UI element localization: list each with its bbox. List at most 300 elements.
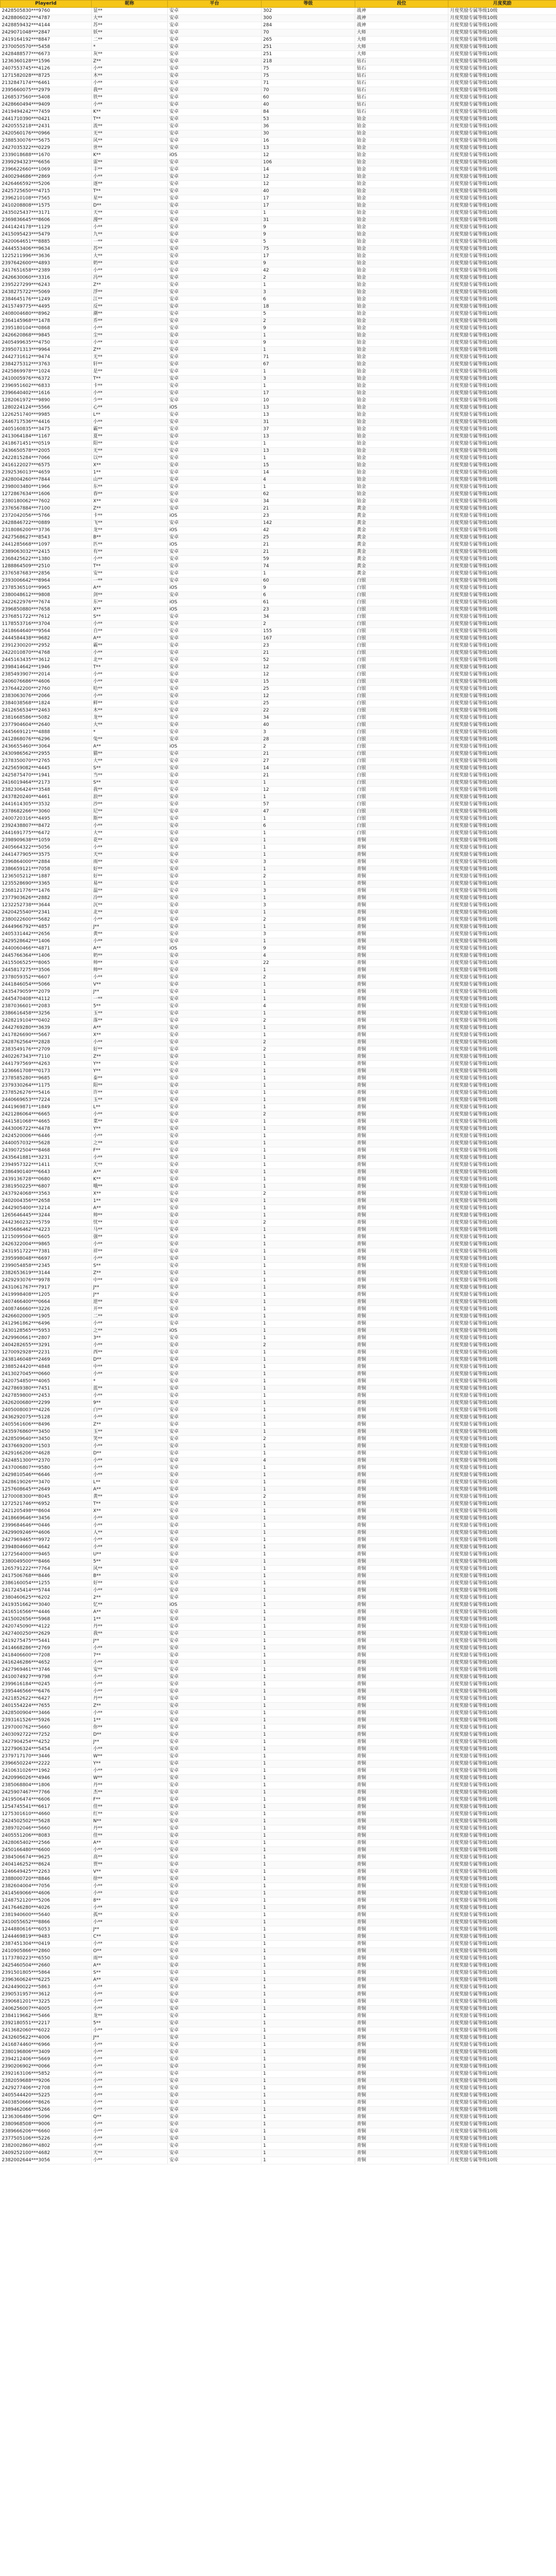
player-id-cell: 2425869978***1024: [1, 368, 92, 376]
rank-cell: 青铜: [355, 1320, 448, 1328]
rank-cell: 大师: [355, 29, 448, 37]
level-cell: 1: [262, 1537, 355, 1544]
reward-cell: 月度奖励专属等级10级: [448, 1674, 556, 1681]
player-id-cell: 2412961862***6496: [1, 1320, 92, 1328]
rank-cell: 青铜: [355, 2114, 448, 2121]
nickname-cell: 大**: [92, 830, 168, 837]
table-row: [1, 974, 556, 981]
table-row: [1, 2042, 556, 2049]
reward-cell: 月度奖励专属等级10级: [448, 325, 556, 332]
table-row: [1, 2092, 556, 2099]
table-row: [1, 1407, 556, 1414]
level-cell: 4: [262, 1458, 355, 1465]
reward-cell: 月度奖励专属等级10级: [448, 166, 556, 174]
level-cell: 1: [262, 1580, 355, 1587]
rank-cell: 铂金: [355, 145, 448, 152]
table-row: [1, 1075, 556, 1082]
rank-cell: 青铜: [355, 1609, 448, 1616]
platform-cell: 安卓: [168, 1010, 262, 1018]
platform-cell: 安卓: [168, 556, 262, 563]
reward-cell: 月度奖励专属等级10级: [448, 1782, 556, 1789]
level-cell: 21: [262, 751, 355, 758]
platform-cell: iOS: [168, 513, 262, 520]
platform-cell: 安卓: [168, 1429, 262, 1436]
nickname-cell: 大**: [92, 722, 168, 729]
nickname-cell: 小**: [92, 65, 168, 73]
level-cell: 1: [262, 2056, 355, 2063]
rank-cell: 青铜: [355, 1905, 448, 1912]
platform-cell: 安卓: [168, 1760, 262, 1768]
player-id-cell: 2416246286***4652: [1, 1659, 92, 1667]
player-id-cell: 2429166206***4628: [1, 1450, 92, 1458]
reward-cell: 月度奖励专属等级10级: [448, 2020, 556, 2027]
nickname-cell: 兔**: [92, 736, 168, 743]
nickname-cell: 菜**: [92, 1118, 168, 1126]
rank-cell: 青铜: [355, 1768, 448, 1775]
player-id-cell: 2392536013***4659: [1, 469, 92, 477]
player-id-cell: 2436650578***2005: [1, 448, 92, 455]
level-cell: 1: [262, 347, 355, 354]
platform-cell: 安卓: [168, 2136, 262, 2143]
platform-cell: 安卓: [168, 282, 262, 289]
platform-cell: 安卓: [168, 635, 262, 642]
platform-cell: 安卓: [168, 188, 262, 195]
nickname-cell: 奶**: [92, 260, 168, 267]
table-row: [1, 1054, 556, 1061]
player-id-cell: 2396360624***6225: [1, 1977, 92, 1984]
player-id-cell: 2376587683***2856: [1, 570, 92, 578]
level-cell: 1: [262, 2020, 355, 2027]
level-cell: 17: [262, 202, 355, 210]
level-cell: 1: [262, 1544, 355, 1551]
nickname-cell: 沙**: [92, 801, 168, 808]
reward-cell: 月度奖励专属等级10级: [448, 22, 556, 29]
rank-cell: 钻石: [355, 65, 448, 73]
player-id-cell: 2425659082***4445: [1, 765, 92, 772]
reward-cell: 月度奖励专属等级10级: [448, 556, 556, 563]
rank-cell: 青铜: [355, 1522, 448, 1530]
table-row: [1, 1861, 556, 1869]
nickname-cell: Z**: [92, 347, 168, 354]
reward-cell: 月度奖励专属等级10级: [448, 1061, 556, 1068]
platform-cell: 安卓: [168, 2150, 262, 2157]
table-row: [1, 902, 556, 909]
platform-cell: 安卓: [168, 974, 262, 981]
nickname-cell: T**: [92, 664, 168, 671]
reward-cell: 月度奖励专属等级10级: [448, 1948, 556, 1955]
level-cell: 1: [262, 1760, 355, 1768]
platform-cell: 安卓: [168, 1385, 262, 1393]
reward-cell: 月度奖励专属等级10级: [448, 931, 556, 938]
platform-cell: 安卓: [168, 1183, 262, 1191]
player-id-cell: 2318086200***3736: [1, 527, 92, 534]
rank-cell: 青铜: [355, 1919, 448, 1926]
level-cell: 9: [262, 340, 355, 347]
platform-cell: 安卓: [168, 426, 262, 433]
level-cell: 40: [262, 101, 355, 109]
table-row: [1, 621, 556, 628]
nickname-cell: 许**: [92, 1090, 168, 1097]
nickname-cell: 丹**: [92, 1696, 168, 1703]
rank-cell: 青铜: [355, 1659, 448, 1667]
header-platform[interactable]: 平台: [168, 1, 262, 8]
reward-cell: 月度奖励专属等级10级: [448, 2136, 556, 2143]
player-id-cell: 2436292075***5128: [1, 1414, 92, 1421]
platform-cell: 安卓: [168, 1890, 262, 1897]
player-id-cell: 2441797569***4263: [1, 1061, 92, 1068]
level-cell: 1: [262, 455, 355, 462]
table-row: [1, 1847, 556, 1854]
reward-cell: 月度奖励专属等级10级: [448, 2157, 556, 2164]
platform-cell: 安卓: [168, 859, 262, 866]
rank-cell: 青铜: [355, 1191, 448, 1198]
reward-cell: 月度奖励专属等级10级: [448, 2071, 556, 2078]
reward-cell: 月度奖励专属等级10级: [448, 1688, 556, 1696]
nickname-cell: 大**: [92, 15, 168, 22]
level-cell: 1: [262, 1551, 355, 1558]
level-cell: 1: [262, 1061, 355, 1068]
rank-cell: 铂金: [355, 210, 448, 217]
nickname-cell: L**: [92, 1104, 168, 1111]
player-id-cell: 1225211996***3636: [1, 253, 92, 260]
player-id-cell: 2428859432***4144: [1, 22, 92, 29]
table-row: [1, 1458, 556, 1465]
reward-cell: 月度奖励专属等级10级: [448, 361, 556, 368]
player-id-cell: 2385068804***1806: [1, 1782, 92, 1789]
platform-cell: 安卓: [168, 1905, 262, 1912]
level-cell: 1: [262, 2063, 355, 2071]
rank-cell: 青铜: [355, 1241, 448, 1248]
player-id-cell: 2430128565***5953: [1, 1328, 92, 1335]
player-id-cell: 2441477905***3575: [1, 852, 92, 859]
nickname-cell: 夏**: [92, 433, 168, 440]
platform-cell: 安卓: [168, 1991, 262, 1998]
reward-cell: 月度奖励专属等级10级: [448, 1905, 556, 1912]
level-cell: 60: [262, 578, 355, 585]
reward-cell: 月度奖励专属等级10级: [448, 1652, 556, 1659]
reward-cell: 月度奖励专属等级10级: [448, 130, 556, 138]
rank-cell: 白银: [355, 830, 448, 837]
platform-cell: iOS: [168, 585, 262, 592]
nickname-cell: 7**: [92, 1652, 168, 1659]
rank-cell: 青铜: [355, 1934, 448, 1941]
level-cell: 3: [262, 888, 355, 895]
nickname-cell: D**: [92, 1357, 168, 1364]
reward-cell: 月度奖励专属等级10级: [448, 1400, 556, 1407]
table-row: [1, 376, 556, 383]
table-row: [1, 1147, 556, 1155]
player-id-cell: 2417506768***8446: [1, 1573, 92, 1580]
rank-cell: 铂金: [355, 246, 448, 253]
player-id-cell: 2392163106***5852: [1, 2071, 92, 2078]
level-cell: 1: [262, 2107, 355, 2114]
nickname-cell: 少**: [92, 397, 168, 404]
reward-cell: 月度奖励专属等级10级: [448, 628, 556, 635]
nickname-cell: 小**: [92, 1890, 168, 1897]
platform-cell: 安卓: [168, 1616, 262, 1623]
table-row: [1, 152, 556, 159]
level-cell: 1: [262, 989, 355, 996]
platform-cell: 安卓: [168, 166, 262, 174]
level-cell: 300: [262, 15, 355, 22]
rank-cell: 青铜: [355, 1400, 448, 1407]
platform-cell: 安卓: [168, 210, 262, 217]
player-id-cell: 2392180551***2217: [1, 2020, 92, 2027]
player-id-cell: 2404146252***8624: [1, 1861, 92, 1869]
rank-cell: 钻石: [355, 101, 448, 109]
player-id-cell: 2396210108***7565: [1, 195, 92, 202]
rank-cell: 白银: [355, 650, 448, 657]
reward-cell: 月度奖励专属等级10级: [448, 888, 556, 895]
nickname-cell: 小**: [92, 1155, 168, 1162]
platform-cell: 安卓: [168, 1984, 262, 1991]
rank-cell: 战神: [355, 8, 448, 15]
rank-cell: 青铜: [355, 2085, 448, 2092]
platform-cell: 安卓: [168, 1486, 262, 1494]
platform-cell: 安卓: [168, 2020, 262, 2027]
player-id-cell: 2408004680***8962: [1, 311, 92, 318]
player-id-cell: 2415095423***5479: [1, 231, 92, 239]
table-row: [1, 1270, 556, 1277]
level-cell: 3: [262, 376, 355, 383]
rank-cell: 青铜: [355, 1306, 448, 1313]
player-id-cell: 2409252100***4682: [1, 2150, 92, 2157]
level-cell: 17: [262, 390, 355, 397]
platform-cell: 安卓: [168, 729, 262, 736]
table-row: [1, 1140, 556, 1147]
reward-cell: 月度奖励专属等级10级: [448, 296, 556, 303]
platform-cell: 安卓: [168, 1342, 262, 1349]
level-cell: 1: [262, 938, 355, 945]
reward-cell: 月度奖励专属等级10级: [448, 967, 556, 974]
reward-cell: 月度奖励专属等级10级: [448, 368, 556, 376]
player-id-cell: 2419506474***6606: [1, 1797, 92, 1804]
platform-cell: 安卓: [168, 1357, 262, 1364]
platform-cell: 安卓: [168, 2128, 262, 2136]
rank-cell: 青铜: [355, 1558, 448, 1566]
header-level[interactable]: 等级: [262, 1, 355, 8]
platform-cell: 安卓: [168, 650, 262, 657]
table-row: [1, 1558, 556, 1566]
header-nickname[interactable]: 昵称: [92, 1, 168, 8]
level-cell: 2: [262, 318, 355, 325]
table-row: [1, 484, 556, 491]
rank-cell: 青铜: [355, 1984, 448, 1991]
reward-cell: 月度奖励专属等级10级: [448, 844, 556, 852]
platform-cell: 安卓: [168, 505, 262, 513]
player-id-cell: 2416516566***4446: [1, 1609, 92, 1616]
level-cell: 1: [262, 1082, 355, 1090]
reward-cell: 月度奖励专属等级10级: [448, 1126, 556, 1133]
player-id-cell: 2383063076***2066: [1, 693, 92, 700]
table-row: [1, 578, 556, 585]
level-cell: 1: [262, 1465, 355, 1472]
nickname-cell: A**: [92, 1025, 168, 1032]
nickname-cell: 星**: [92, 195, 168, 202]
reward-cell: 月度奖励专属等级10级: [448, 239, 556, 246]
level-cell: 2: [262, 1018, 355, 1025]
reward-cell: 月度奖励专属等级10级: [448, 1111, 556, 1118]
rank-cell: 青铜: [355, 1118, 448, 1126]
table-row: [1, 440, 556, 448]
nickname-cell: 乔**: [92, 318, 168, 325]
nickname-cell: 沉**: [92, 902, 168, 909]
nickname-cell: 小**: [92, 2071, 168, 2078]
level-cell: 1: [262, 2035, 355, 2042]
nickname-cell: Q**: [92, 2114, 168, 2121]
reward-cell: 月度奖励专属等级10级: [448, 981, 556, 989]
table-row: [1, 816, 556, 823]
header-playerid[interactable]: PlayerId: [1, 1, 92, 8]
rank-cell: 青铜: [355, 1847, 448, 1854]
player-id-cell: 2395660075***2979: [1, 87, 92, 94]
player-id-cell: 1270008300***8045: [1, 1494, 92, 1501]
player-id-cell: 2431951722***7381: [1, 1248, 92, 1256]
rank-cell: 铂金: [355, 368, 448, 376]
rank-cell: 青铜: [355, 1198, 448, 1205]
player-id-cell: 2417245414***5744: [1, 1587, 92, 1595]
rank-cell: 青铜: [355, 1111, 448, 1118]
rank-cell: 铂金: [355, 361, 448, 368]
nickname-cell: D**: [92, 202, 168, 210]
reward-cell: 月度奖励专属等级10级: [448, 909, 556, 917]
nickname-cell: J**: [92, 1292, 168, 1299]
nickname-cell: 玉**: [92, 1097, 168, 1104]
level-cell: 13: [262, 404, 355, 412]
platform-cell: 安卓: [168, 563, 262, 570]
table-row: [1, 909, 556, 917]
nickname-cell: 小**: [92, 1587, 168, 1595]
nickname-cell: 苏**: [92, 246, 168, 253]
rank-cell: 铂金: [355, 267, 448, 275]
reward-cell: 月度奖励专属等级10级: [448, 116, 556, 123]
platform-cell: 安卓: [168, 22, 262, 29]
rank-cell: 青铜: [355, 1371, 448, 1378]
rank-cell: 铂金: [355, 412, 448, 419]
platform-cell: 安卓: [168, 1926, 262, 1934]
player-id-cell: 2387036601***2083: [1, 1003, 92, 1010]
nickname-cell: 心**: [92, 404, 168, 412]
rank-cell: 铂金: [355, 282, 448, 289]
reward-cell: 月度奖励专属等级10级: [448, 138, 556, 145]
player-id-cell: 2415749775***4495: [1, 303, 92, 311]
level-cell: 1: [262, 844, 355, 852]
platform-cell: 安卓: [168, 1263, 262, 1270]
level-cell: 1: [262, 1667, 355, 1674]
player-id-cell: 2415506525***8065: [1, 960, 92, 967]
reward-cell: 月度奖励专属等级10级: [448, 1227, 556, 1234]
platform-cell: 安卓: [168, 109, 262, 116]
nickname-cell: Z**: [92, 1054, 168, 1061]
reward-cell: 月度奖励专属等级10级: [448, 1890, 556, 1897]
platform-cell: 安卓: [168, 1825, 262, 1833]
reward-cell: 月度奖励专属等级10级: [448, 1840, 556, 1847]
rank-cell: 青铜: [355, 2136, 448, 2143]
rank-cell: 铂金: [355, 253, 448, 260]
player-id-cell: 2438146048***2469: [1, 1357, 92, 1364]
table-row: [1, 1198, 556, 1205]
level-cell: 1: [262, 1025, 355, 1032]
table-row: [1, 174, 556, 181]
table-row: [1, 1688, 556, 1696]
rank-cell: 青铜: [355, 2063, 448, 2071]
rank-cell: 铂金: [355, 181, 448, 188]
reward-cell: 月度奖励专属等级10级: [448, 570, 556, 578]
table-row: [1, 1436, 556, 1443]
table-row: [1, 808, 556, 816]
platform-cell: 安卓: [168, 419, 262, 426]
platform-cell: 安卓: [168, 15, 262, 22]
table-row: [1, 1090, 556, 1097]
table-row: [1, 1811, 556, 1818]
player-id-cell: 2440060466***4871: [1, 945, 92, 953]
header-monthly-reward[interactable]: 月度奖励: [448, 1, 556, 8]
header-rank[interactable]: 段位: [355, 1, 448, 8]
platform-cell: iOS: [168, 152, 262, 159]
table-row: [1, 1191, 556, 1198]
level-cell: 1: [262, 2150, 355, 2157]
platform-cell: 安卓: [168, 1609, 262, 1616]
reward-cell: 月度奖励专属等级10级: [448, 1825, 556, 1833]
platform-cell: 安卓: [168, 1645, 262, 1652]
platform-cell: 安卓: [168, 1032, 262, 1039]
reward-cell: 月度奖励专属等级10级: [448, 2006, 556, 2013]
table-row: [1, 1984, 556, 1991]
reward-cell: 月度奖励专属等级10级: [448, 1486, 556, 1494]
rank-cell: 白银: [355, 592, 448, 599]
platform-cell: 安卓: [168, 239, 262, 246]
nickname-cell: 小**: [92, 2157, 168, 2164]
rank-cell: 青铜: [355, 1674, 448, 1681]
nickname-cell: J**: [92, 989, 168, 996]
level-cell: 1: [262, 1097, 355, 1104]
level-cell: 1: [262, 1710, 355, 1717]
reward-cell: 月度奖励专属等级10级: [448, 109, 556, 116]
level-cell: 1: [262, 2042, 355, 2049]
rank-cell: 青铜: [355, 1212, 448, 1219]
nickname-cell: 飞**: [92, 520, 168, 527]
platform-cell: 安卓: [168, 231, 262, 239]
level-cell: 23: [262, 606, 355, 614]
rank-cell: 铂金: [355, 455, 448, 462]
table-row: [1, 1659, 556, 1667]
reward-cell: 月度奖励专属等级10级: [448, 1544, 556, 1551]
level-cell: 52: [262, 657, 355, 664]
player-id-cell: 2425875470***1941: [1, 772, 92, 779]
platform-cell: 安卓: [168, 722, 262, 729]
player-id-cell: 2396640402***1616: [1, 390, 92, 397]
level-cell: 1: [262, 1948, 355, 1955]
platform-cell: 安卓: [168, 1054, 262, 1061]
platform-cell: 安卓: [168, 1558, 262, 1566]
table-row: [1, 1494, 556, 1501]
platform-cell: 安卓: [168, 679, 262, 686]
reward-cell: 月度奖励专属等级10级: [448, 2042, 556, 2049]
player-id-cell: 2389666206***6660: [1, 2128, 92, 2136]
reward-cell: 月度奖励专属等级10级: [448, 1025, 556, 1032]
level-cell: 3: [262, 931, 355, 938]
rank-cell: 青铜: [355, 1703, 448, 1710]
rank-cell: 青铜: [355, 1039, 448, 1046]
level-cell: 1: [262, 1919, 355, 1926]
rank-cell: 战神: [355, 22, 448, 29]
reward-cell: 月度奖励专属等级10级: [448, 152, 556, 159]
table-row: [1, 29, 556, 37]
table-row: [1, 412, 556, 419]
table-row: [1, 2049, 556, 2056]
rank-cell: 青铜: [355, 1970, 448, 1977]
level-cell: 1: [262, 1429, 355, 1436]
